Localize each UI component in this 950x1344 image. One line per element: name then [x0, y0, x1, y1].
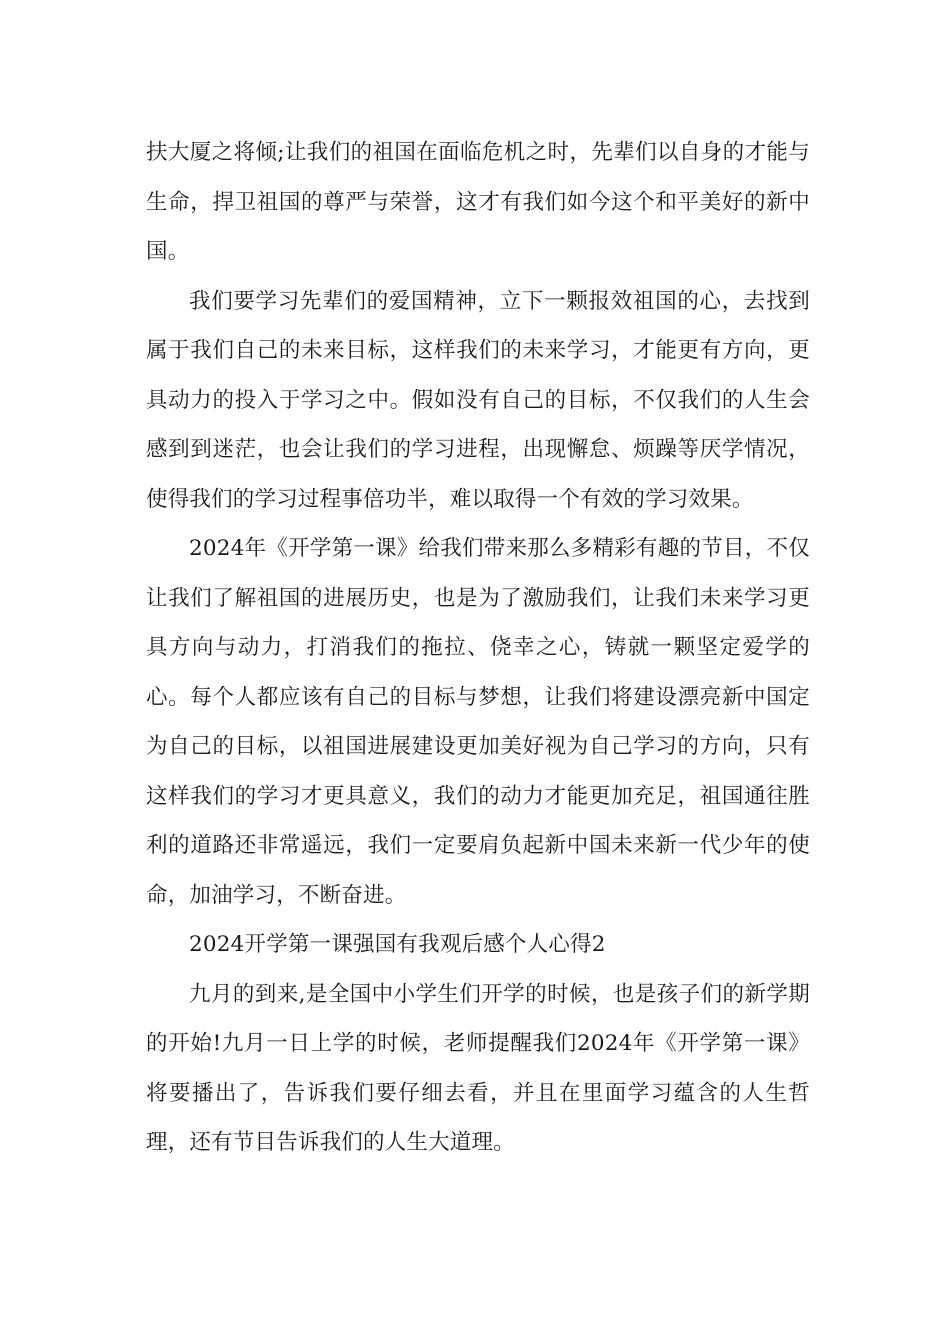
paragraph-first-lesson: 2024年《开学第一课》给我们带来那么多精彩有趣的节目，不仅让我们了解祖国的进展历史，也是为了激励我们，让我们未来学习更具方向与动力，打消我们的拖拉、侥幸之心，铸就一颗坚定爱学的心。每个人都应该有自己的目标与梦想，让我们将建设漂亮新中国定为自己的目标，以祖国进展建设更加美好视为自己学习的方向，只有这样我们的学习才更具意义，我们的动力才能更加充足，祖国通往胜利的道路还非常遥远，我们一定要肩负起新中国未来新一代少年的使命，加油学习，不断奋进。 [146, 536, 810, 908]
paragraph-patriotism: 我们要学习先辈们的爱国精神，立下一颗报效祖国的心，去找到属于我们自己的未来目标，这样我们的未来学习，才能更有方向，更具动力的投入于学习之中。假如没有自己的目标，不仅我们的人生会感到到迷茫，也会让我们的学习进程，出现懈怠、烦躁等厌学情况，使得我们的学习过程事倍功半，难以取得一个有效的学习效果。 [146, 288, 810, 512]
document-body [146, 128, 810, 1168]
section-heading: 2024开学第一课强国有我观后感个人心得2 [189, 932, 606, 957]
paragraph-september: 九月的到来,是全国中小学生们开学的时候，也是孩子们的新学期的开始!九月一日上学的时候，老师提醒我们2024年《开学第一课》将要播出了，告诉我们要仔细去看，并且在里面学习蕴含的人生哲理，还有节目告诉我们的人生大道理。 [146, 981, 810, 1155]
paragraph-continuation: 扶大厦之将倾;让我们的祖国在面临危机之时，先辈们以自身的才能与生命，捍卫祖国的尊严与荣誉，这才有我们如今这个和平美好的新中国。 [146, 140, 810, 264]
